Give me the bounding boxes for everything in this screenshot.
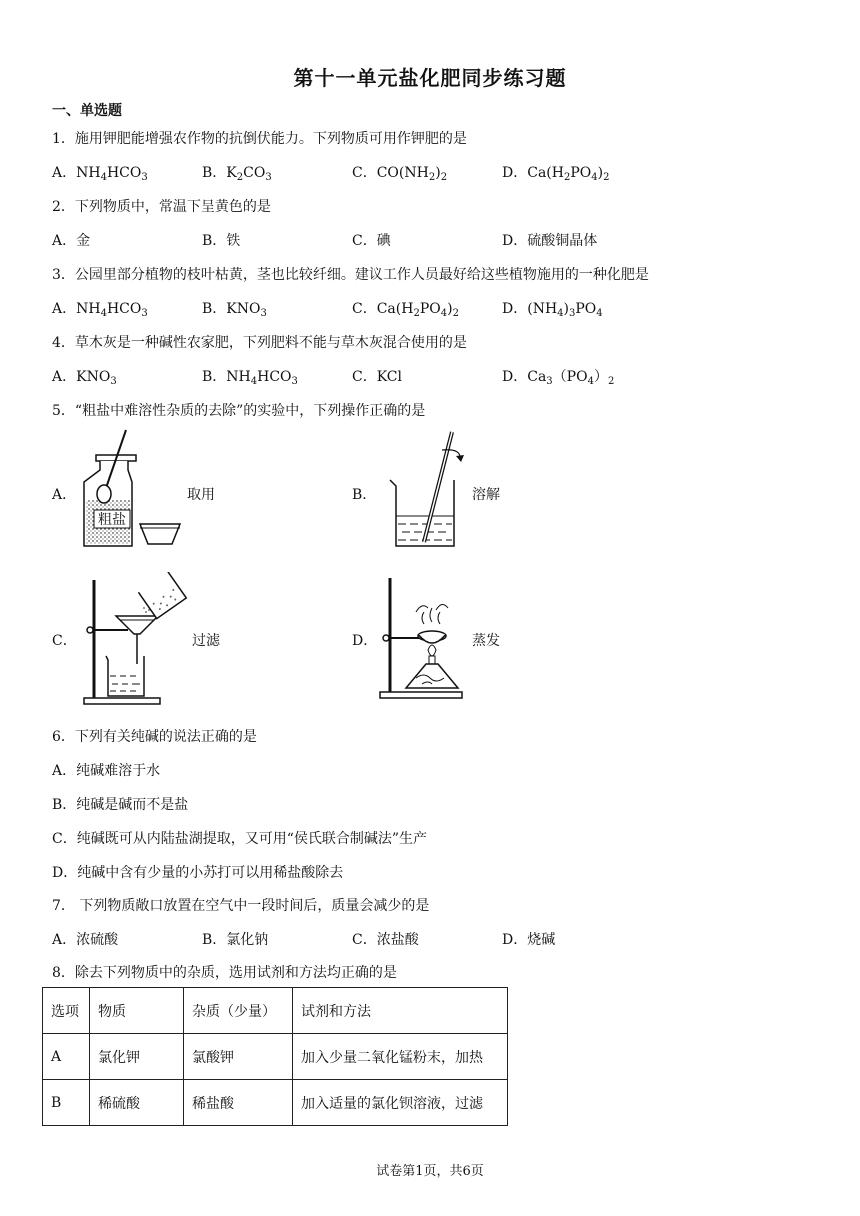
question-5-option-b-caption: 溶解 [472,487,500,503]
table-cell: 加入少量二氧化锰粉末，加热 [293,1034,508,1080]
question-3-option-d: D．$(NH_4)_3PO_4$ [502,301,603,319]
page-title: 第十一单元盐化肥同步练习题 [293,66,567,90]
figure-filtration [80,572,190,708]
question-3-stem: 3．公园里部分植物的枝叶枯黄，茎也比较纤细。建议工作人员最好给这些植物施用的一种化肥是 [52,267,649,283]
question-7-option-a: A．浓硫酸 [52,932,119,948]
question-7-option-d: D．烧碱 [502,932,556,948]
question-6-option-b: B．纯碱是碱而不是盐 [52,797,189,813]
impurity-removal-table [42,987,508,1126]
question-4-option-a: A．$KNO_3$ [52,369,117,387]
question-4-option-d: D．$Ca_3(PO_4)_2$ [502,369,615,387]
question-5-option-b-label: B． [352,487,377,503]
table-row [43,1080,508,1126]
question-1-option-a: A．$NH_4HCO_3$ [52,165,148,183]
question-4-stem: 4．草木灰是一种碱性农家肥，下列肥料不能与草木灰混合使用的是 [52,335,467,351]
question-4-option-c: C．KCl [352,369,402,385]
question-7-option-c: C．浓盐酸 [352,932,419,948]
question-5-option-d-caption: 蒸发 [472,633,500,649]
table-header-cell: 杂质（少量） [184,988,293,1034]
question-6-stem: 6．下列有关纯碱的说法正确的是 [52,729,257,745]
question-6-option-a: A．纯碱难溶于水 [52,763,161,779]
question-5-option-a-label: A． [52,487,77,503]
table-cell: 稀盐酸 [184,1080,293,1126]
table-header-row [43,988,508,1034]
figure-evaporation [376,574,472,708]
table-row [43,1034,508,1080]
question-5-option-c-label: C． [52,633,77,649]
table-cell: 稀硫酸 [90,1080,184,1126]
table-header-cell: 试剂和方法 [293,988,508,1034]
question-5-stem: 5．“粗盐中难溶性杂质的去除”的实验中，下列操作正确的是 [52,403,426,419]
table-cell: 氯化钾 [90,1034,184,1080]
question-3-option-a: A．$NH_4HCO_3$ [52,301,148,319]
question-1-option-d: D．$Ca(H_2PO_4)_2$ [502,165,610,183]
figure-salt-jar [76,428,186,554]
question-2-option-b: B．铁 [202,233,241,249]
question-2-option-d: D．硫酸铜晶体 [502,233,598,249]
question-1-option-b: B．$K_2CO_3$ [202,165,272,183]
question-6-option-c: C．纯碱既可从内陆盐湖提取，又可用“侯氏联合制碱法”生产 [52,831,428,847]
question-2-stem: 2．下列物质中，常温下呈黄色的是 [52,199,271,215]
table-cell: A [43,1034,90,1080]
question-5-option-d-label: D． [352,633,378,649]
question-1-option-c: C．$CO(NH_2)_2$ [352,165,448,183]
question-3-option-b: B．$KNO_3$ [202,301,267,319]
table-cell: 氯酸钾 [184,1034,293,1080]
page-footer: 试卷第1页，共6页 [376,1164,484,1179]
question-8-stem: 8．除去下列物质中的杂质，选用试剂和方法均正确的是 [52,965,397,981]
question-7-stem: 7． 下列物质敞口放置在空气中一段时间后，质量会减少的是 [52,898,430,914]
question-5-option-c-caption: 过滤 [192,633,220,649]
figure-beaker-stirring [386,428,476,550]
jar-label: 粗盐 [98,512,126,528]
question-7-option-b: B．氯化钠 [202,932,269,948]
table-cell: 加入适量的氯化钡溶液，过滤 [293,1080,508,1126]
question-3-option-c: C．$Ca(H_2PO_4)_2$ [352,301,459,319]
table-cell: B [43,1080,90,1126]
section-heading: 一、单选题 [52,103,122,119]
question-2-option-c: C．碘 [352,233,391,249]
question-4-option-b: B．$NH_4HCO_3$ [202,369,298,387]
question-1-stem: 1．施用钾肥能增强农作物的抗倒伏能力。下列物质可用作钾肥的是 [52,131,467,147]
table-header-cell: 选项 [43,988,90,1034]
question-6-option-d: D．纯碱中含有少量的小苏打可以用稀盐酸除去 [52,865,344,881]
table-header-cell: 物质 [90,988,184,1034]
question-2-option-a: A．金 [52,233,91,249]
question-5-option-a-caption: 取用 [187,487,215,503]
